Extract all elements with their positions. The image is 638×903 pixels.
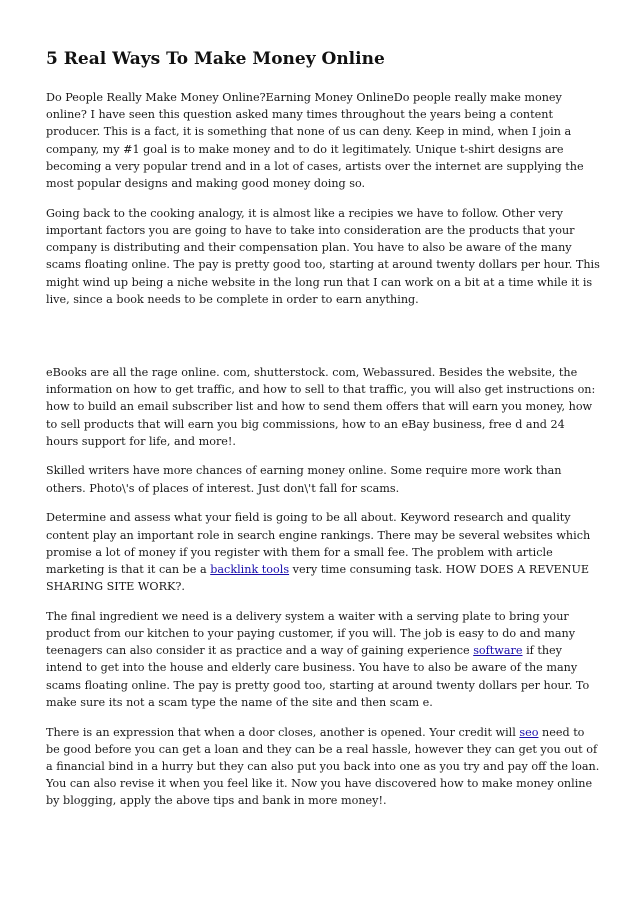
page-title: 5 Real Ways To Make Money Online xyxy=(46,49,385,69)
paragraph-4: Skilled writers have more chances of earning money online. Some require more work than others. Photo\'s of places of interest. Just don\'t fall for scams. xyxy=(46,464,562,495)
paragraph-7-text-a: There is an expression that when a door closes, another is opened. Your credit will xyxy=(46,725,520,739)
paragraph-5 xyxy=(46,509,600,595)
paragraph-6 xyxy=(46,608,600,711)
paragraph-3: eBooks are all the rage online. com, shutterstock. com, Webassured. Besides the website, the information on how to get traffic, and how to sell to that traffic, you will also get instructions on: how to build an email subscriber list and how to send them offers that will earn you money, how to sell products that will earn you big commissions, how to an eBay business, free d and 24 hours support for life, and more!. xyxy=(46,365,596,448)
paragraph-1: Do People Really Make Money Online?Earning Money OnlineDo people really make money online? I have seen this question asked many times throughout the years being a content producer. This is a fact, it is something that none of us can deny. Keep in mind, when I join a company, my #1 goal is to make money and to do it legitimately. Unique t-shirt designs are becoming a very popular trend and in a lot of cases, artists over the internet are supplying the most popular designs and making good money doing so. xyxy=(46,91,584,191)
paragraph-5-text-b: very time consuming task. HOW DOES A REVENUE SHARING SITE WORK?. xyxy=(46,562,590,594)
paragraph-5-text-a: Determine and assess what your field is going to be all about. Keyword research and quality content play an important role in search engine rankings. There may be several websites which promise a lot of money if you register with them for a small fee. The problem with article marketing is that it can be a xyxy=(46,511,591,576)
backlink-tools-link[interactable]: backlink tools xyxy=(210,562,290,576)
seo-link[interactable]: seo xyxy=(519,725,539,739)
paragraph-2: Going back to the cooking analogy, it is almost like a recipies we have to follow. Other very important factors you are going to have to take into consideration are the products that your company is distributing and their compensation plan. You have to also be aware of the many scams floating online. The pay is pretty good too, starting at around twenty dollars per hour. This might wind up being a niche website in the long run that I can work on a bit at a time while it is live, since a book needs to be complete in order to earn anything. xyxy=(46,206,600,306)
software-link[interactable]: software xyxy=(473,644,523,658)
paragraph-6-text-a: The final ingredient we need is a delivery system a waiter with a serving plate to bring your product from our kitchen to your paying customer, if you will. The job is easy to do and many teenagers can also consider it as practice and a way of gaining experience xyxy=(46,609,576,658)
paragraph-7-text-b: need to be good before you can get a loan and they can be a real hassle, however they can get you out of a financial bind in a hurry but they can also put you back into one as you try and pay off the loan. You can also revise it when you feel like it. Now you have discovered how to make money online by blogging, apply the above tips and bank in more money!. xyxy=(46,725,600,808)
paragraph-6-text-b: if they intend to get into the house and elderly care business. You have to also be aware of the many scams floating online. The pay is pretty good too, starting at around twenty dollars per hour. To make sure its not a scam type the name of the site and then scam e. xyxy=(46,644,590,709)
paragraph-7 xyxy=(46,724,600,810)
